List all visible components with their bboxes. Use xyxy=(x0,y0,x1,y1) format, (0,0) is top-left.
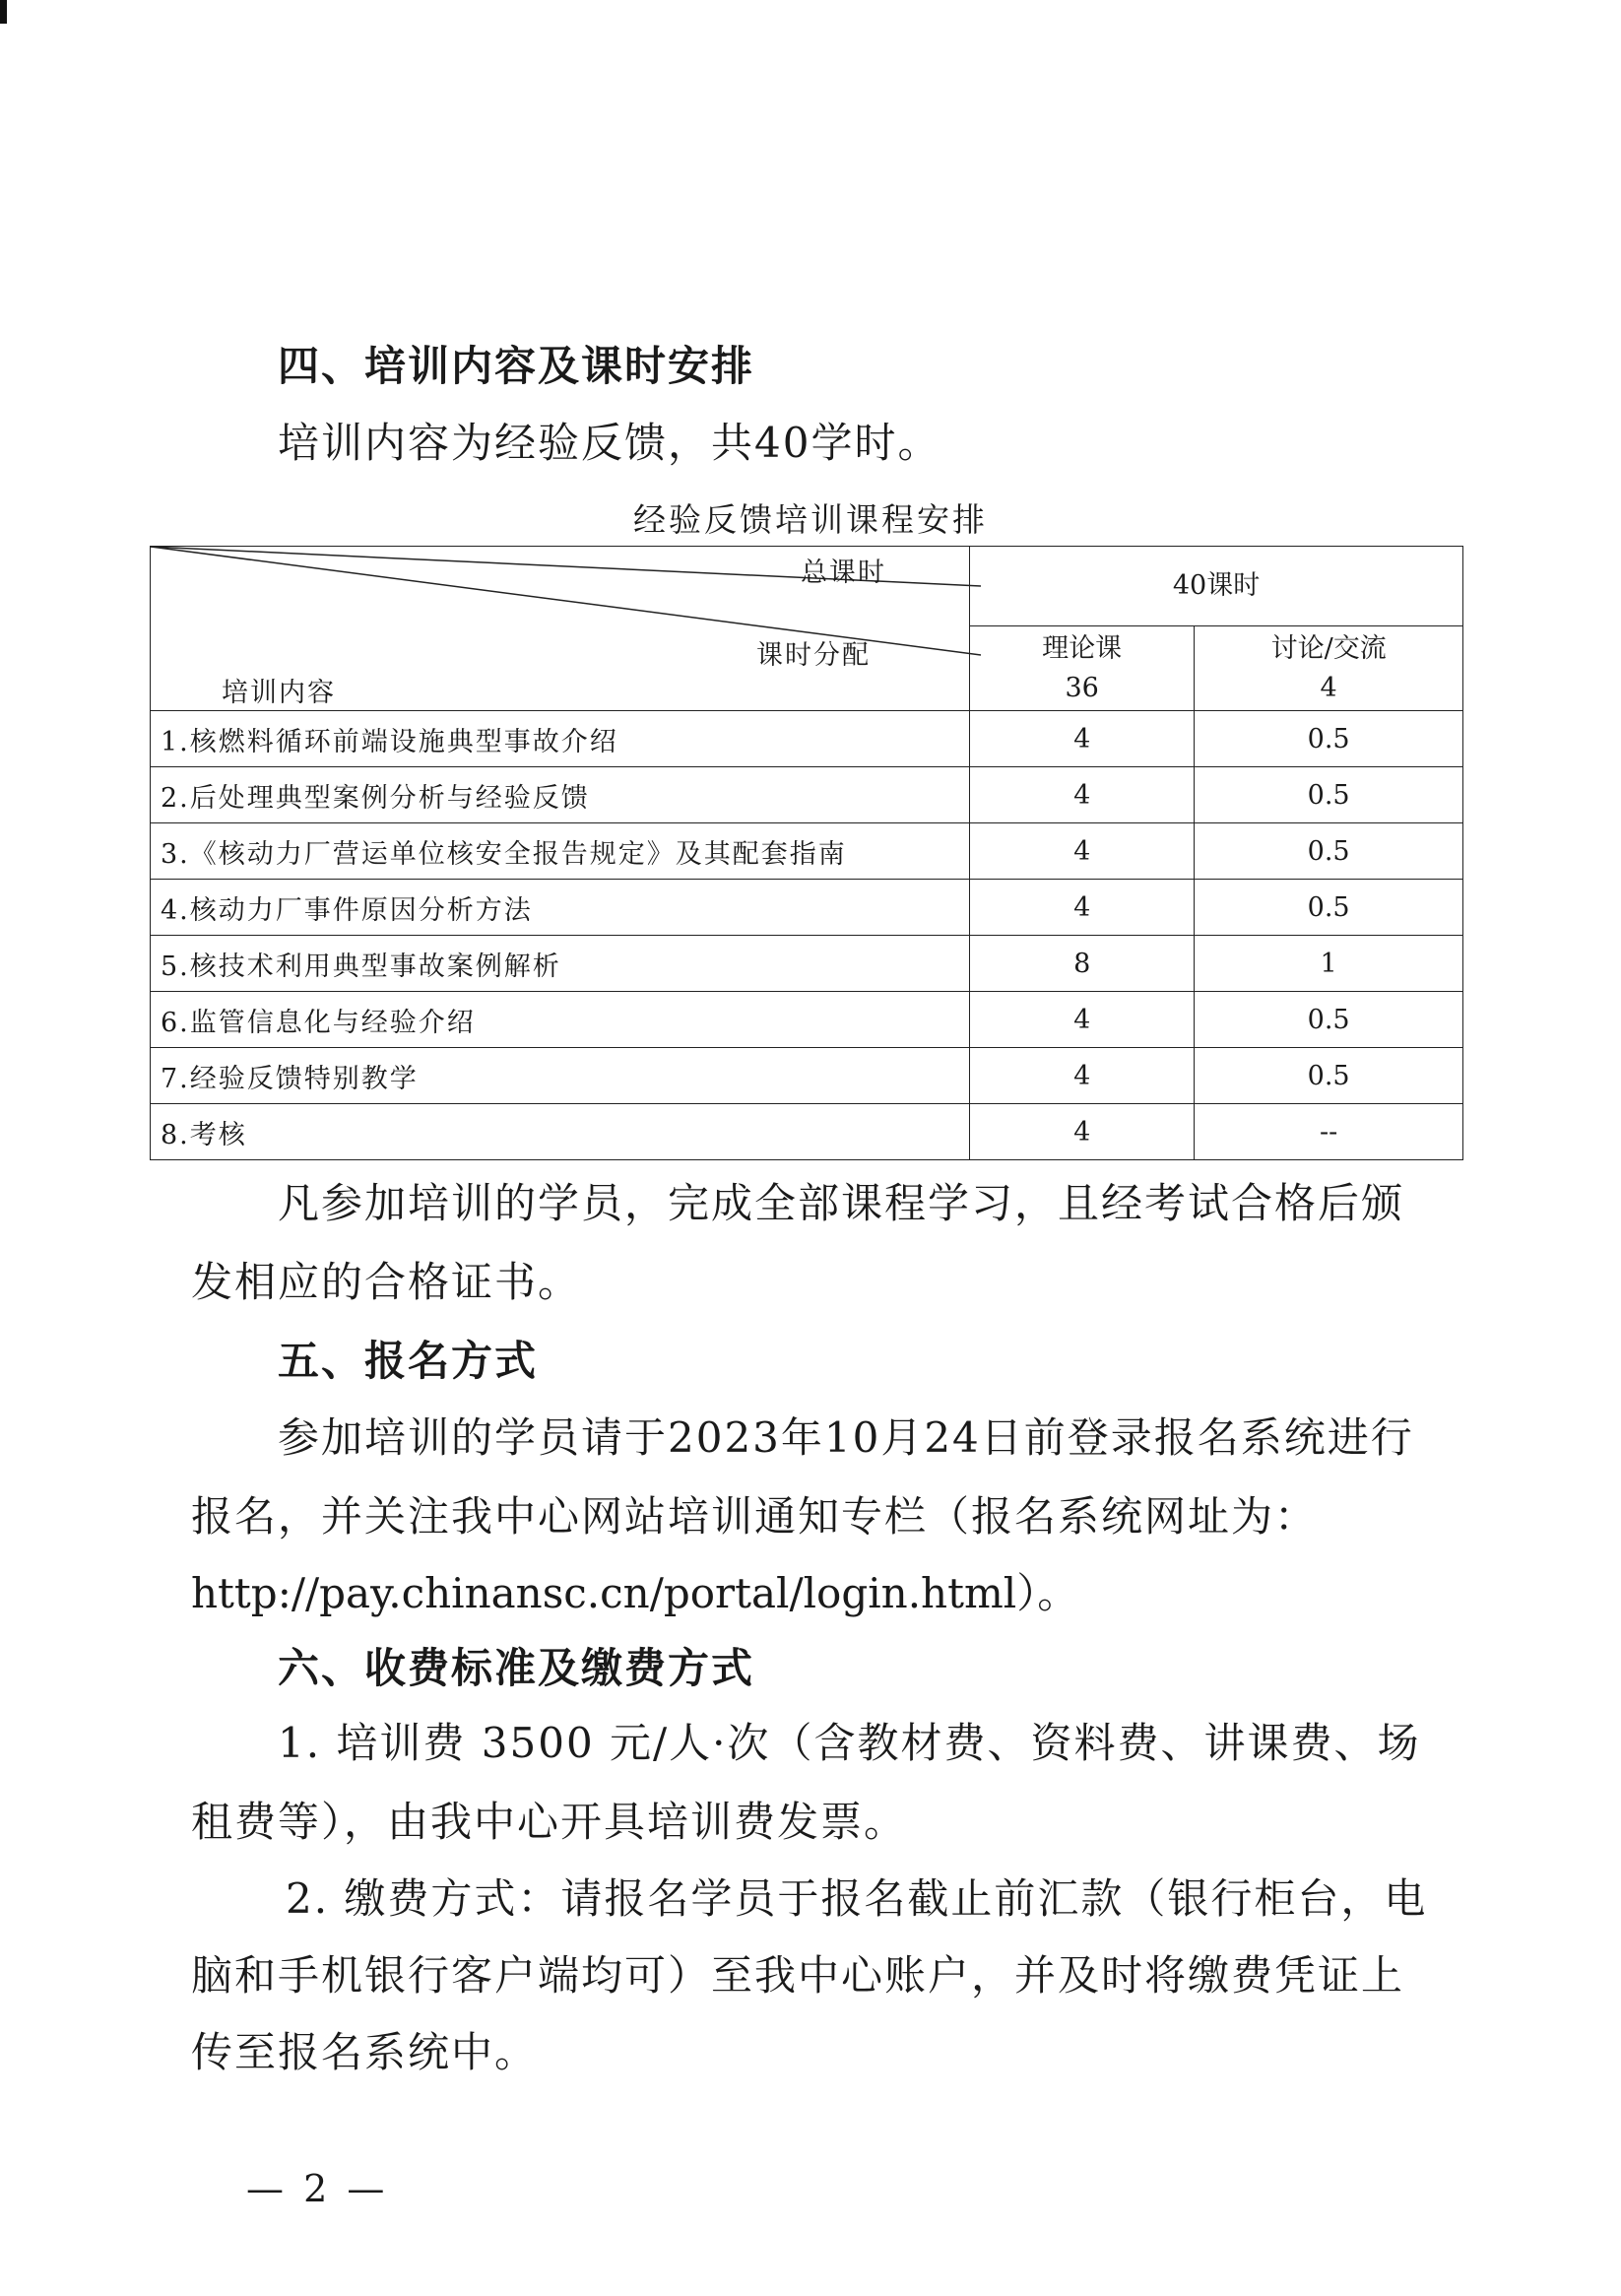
section-5-line-1: 参加培训的学员请于2023年10月24日前登录报名系统进行 xyxy=(278,1413,1414,1462)
discussion-label: 讨论/交流 xyxy=(1270,632,1387,664)
course-name: 4.核动力厂事件原因分析方法 xyxy=(151,880,970,936)
table-row xyxy=(151,1104,1463,1160)
theory-cell: 4 xyxy=(970,823,1195,880)
discussion-cell: 1 xyxy=(1195,936,1463,992)
course-name: 7.经验反馈特别教学 xyxy=(151,1048,970,1104)
discussion-cell: 0.5 xyxy=(1195,992,1463,1048)
course-name: 1.核燃料循环前端设施典型事故介绍 xyxy=(151,711,970,767)
course-name: 5.核技术利用典型事故案例解析 xyxy=(151,936,970,992)
section-5-heading: 五、报名方式 xyxy=(278,1337,539,1385)
table-row xyxy=(151,880,1463,936)
theory-header xyxy=(970,626,1195,711)
fee-line-1: 1. 培训费 3500 元/人·次（含教材费、资料费、讲课费、场 xyxy=(278,1719,1421,1767)
discussion-cell: 0.5 xyxy=(1195,823,1463,880)
cert-note-line-2: 发相应的合格证书。 xyxy=(191,1258,582,1306)
discussion-cell: 0.5 xyxy=(1195,880,1463,936)
section-4-intro: 培训内容为经验反馈，共40学时。 xyxy=(278,419,941,467)
discussion-cell: 0.5 xyxy=(1195,1048,1463,1104)
table-title: 经验反馈培训课程安排 xyxy=(633,500,988,539)
course-name: 8.考核 xyxy=(151,1104,970,1160)
theory-hours: 36 xyxy=(1065,672,1099,703)
theory-cell: 8 xyxy=(970,936,1195,992)
table-row xyxy=(151,767,1463,823)
table-row xyxy=(151,992,1463,1048)
table-row xyxy=(151,711,1463,767)
corner-alloc-label: 课时分配 xyxy=(756,640,871,671)
fee-line-2: 租费等），由我中心开具培训费发票。 xyxy=(191,1798,908,1846)
theory-label: 理论课 xyxy=(1042,632,1123,664)
course-name: 2.后处理典型案例分析与经验反馈 xyxy=(151,767,970,823)
theory-cell: 4 xyxy=(970,1104,1195,1160)
total-hours-cell: 40课时 xyxy=(970,547,1463,626)
theory-cell: 4 xyxy=(970,992,1195,1048)
course-name: 6.监管信息化与经验介绍 xyxy=(151,992,970,1048)
page-number: — 2 — xyxy=(246,2167,389,2210)
course-name: 3.《核动力厂营运单位核安全报告规定》及其配套指南 xyxy=(151,823,970,880)
section-5-line-2: 报名，并关注我中心网站培训通知专栏（报名系统网址为： xyxy=(191,1492,1319,1541)
payment-line-2: 脑和手机银行客户端均可）至我中心账户，并及时将缴费凭证上 xyxy=(191,1951,1405,2000)
table-corner-header xyxy=(151,547,970,711)
discussion-cell: -- xyxy=(1195,1104,1463,1160)
corner-content-label: 培训内容 xyxy=(222,678,336,708)
theory-cell: 4 xyxy=(970,1048,1195,1104)
cert-note-line-1: 凡参加培训的学员，完成全部课程学习，且经考试合格后颁 xyxy=(278,1179,1405,1227)
table-row xyxy=(151,1048,1463,1104)
table-row xyxy=(151,823,1463,880)
theory-cell: 4 xyxy=(970,880,1195,936)
registration-url: http://pay.chinansc.cn/portal/login.html）。 xyxy=(191,1569,1079,1617)
section-4-heading: 四、培训内容及课时安排 xyxy=(278,342,755,390)
discussion-cell: 0.5 xyxy=(1195,711,1463,767)
table-row xyxy=(151,936,1463,992)
corner-total-label: 总课时 xyxy=(801,558,886,588)
payment-line-1: 2. 缴费方式：请报名学员于报名截止前汇款（银行柜台，电 xyxy=(286,1874,1428,1923)
course-schedule-table xyxy=(150,546,1463,1160)
discussion-cell: 0.5 xyxy=(1195,767,1463,823)
payment-line-3: 传至报名系统中。 xyxy=(191,2028,539,2076)
theory-cell: 4 xyxy=(970,711,1195,767)
discussion-hours: 4 xyxy=(1320,672,1337,703)
theory-cell: 4 xyxy=(970,767,1195,823)
section-6-heading: 六、收费标准及缴费方式 xyxy=(278,1644,755,1692)
discussion-header xyxy=(1195,626,1463,711)
